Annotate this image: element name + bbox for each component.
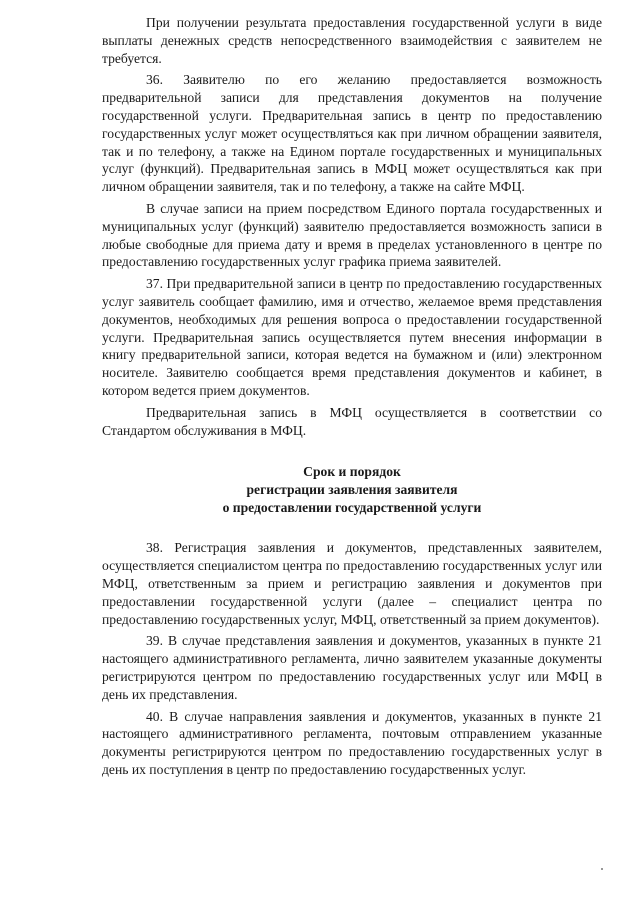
section-heading bbox=[102, 463, 602, 517]
paragraph-38: 38. Регистрация заявления и документов, представленных заявителем, осуществляется специалистом центра по предоставлению государственных услуг или МФЦ, ответственным за прием и регистрацию заявления и документов при предоставлении государственной услуги (далее – специалист центра по предоставлению государственных услуг, МФЦ, ответственный за прием документов). bbox=[102, 540, 602, 627]
paragraph-40: 40. В случае направления заявления и документов, указанных в пункте 21 настоящего административного регламента, почтовым отправлением указанные документы регистрируются центром по предоставлению государственных услуг в день их поступления в центр по предоставлению государственных услуг. bbox=[102, 708, 602, 777]
paragraph-37: 37. При предварительной записи в центр по предоставлению государственных услуг заявитель сообщает фамилию, имя и отчество, желаемое время представления документов, необходимых для решения вопроса о предоставлении государственной услуги. Предварительная запись осуществляется путем внесения информации в книгу предварительной записи, которая ведется на бумажном и (или) электронном носителе. Заявителю сообщается время представления документов и кабинет, в котором ведется прием документов. bbox=[102, 276, 602, 398]
paragraph-39: 39. В случае представления заявления и документов, указанных в пункте 21 настоящего административного регламента, лично заявителем указанные документы регистрируются центром по предоставлению государственных услуг или МФЦ в день их представления. bbox=[102, 633, 602, 702]
paragraph-portal-booking: В случае записи на прием посредством Единого портала государственных и муниципальных услуг (функций) заявителю предоставляется возможность записи в любые свободные для приема дату и время в пределах установленного в центре по предоставлению государственных услуг графика приема заявителей. bbox=[102, 200, 602, 270]
heading-line-2: регистрации заявления заявителя bbox=[246, 482, 458, 498]
document-body bbox=[102, 14, 602, 783]
paragraph-36: 36. Заявителю по его желанию предоставляется возможность предварительной записи для представления документов на получение государственной услуги. Предварительная запись в центр по предоставлению государственных услуг может осуществляться как при личном обращении заявителя, так и по телефону, а также на Едином портале государственных и муниципальных услуг (функций). Предварительная запись в МФЦ может осуществляться как при личном обращении заявителя, так и по телефону, а также на сайте МФЦ. bbox=[102, 72, 602, 195]
paragraph-mfc-standard: Предварительная запись в МФЦ осуществляется в соответствии со Стандартом обслуживания в МФЦ. bbox=[102, 404, 602, 438]
heading-line-3: о предоставлении государственной услуги bbox=[222, 500, 482, 516]
paragraph-no-interaction: При получении результата предоставления государственной услуги в виде выплаты денежных средств непосредственного взаимодействия с заявителем не требуется. bbox=[102, 15, 602, 66]
scan-speck bbox=[601, 868, 603, 870]
heading-line-1: Срок и порядок bbox=[303, 464, 401, 480]
